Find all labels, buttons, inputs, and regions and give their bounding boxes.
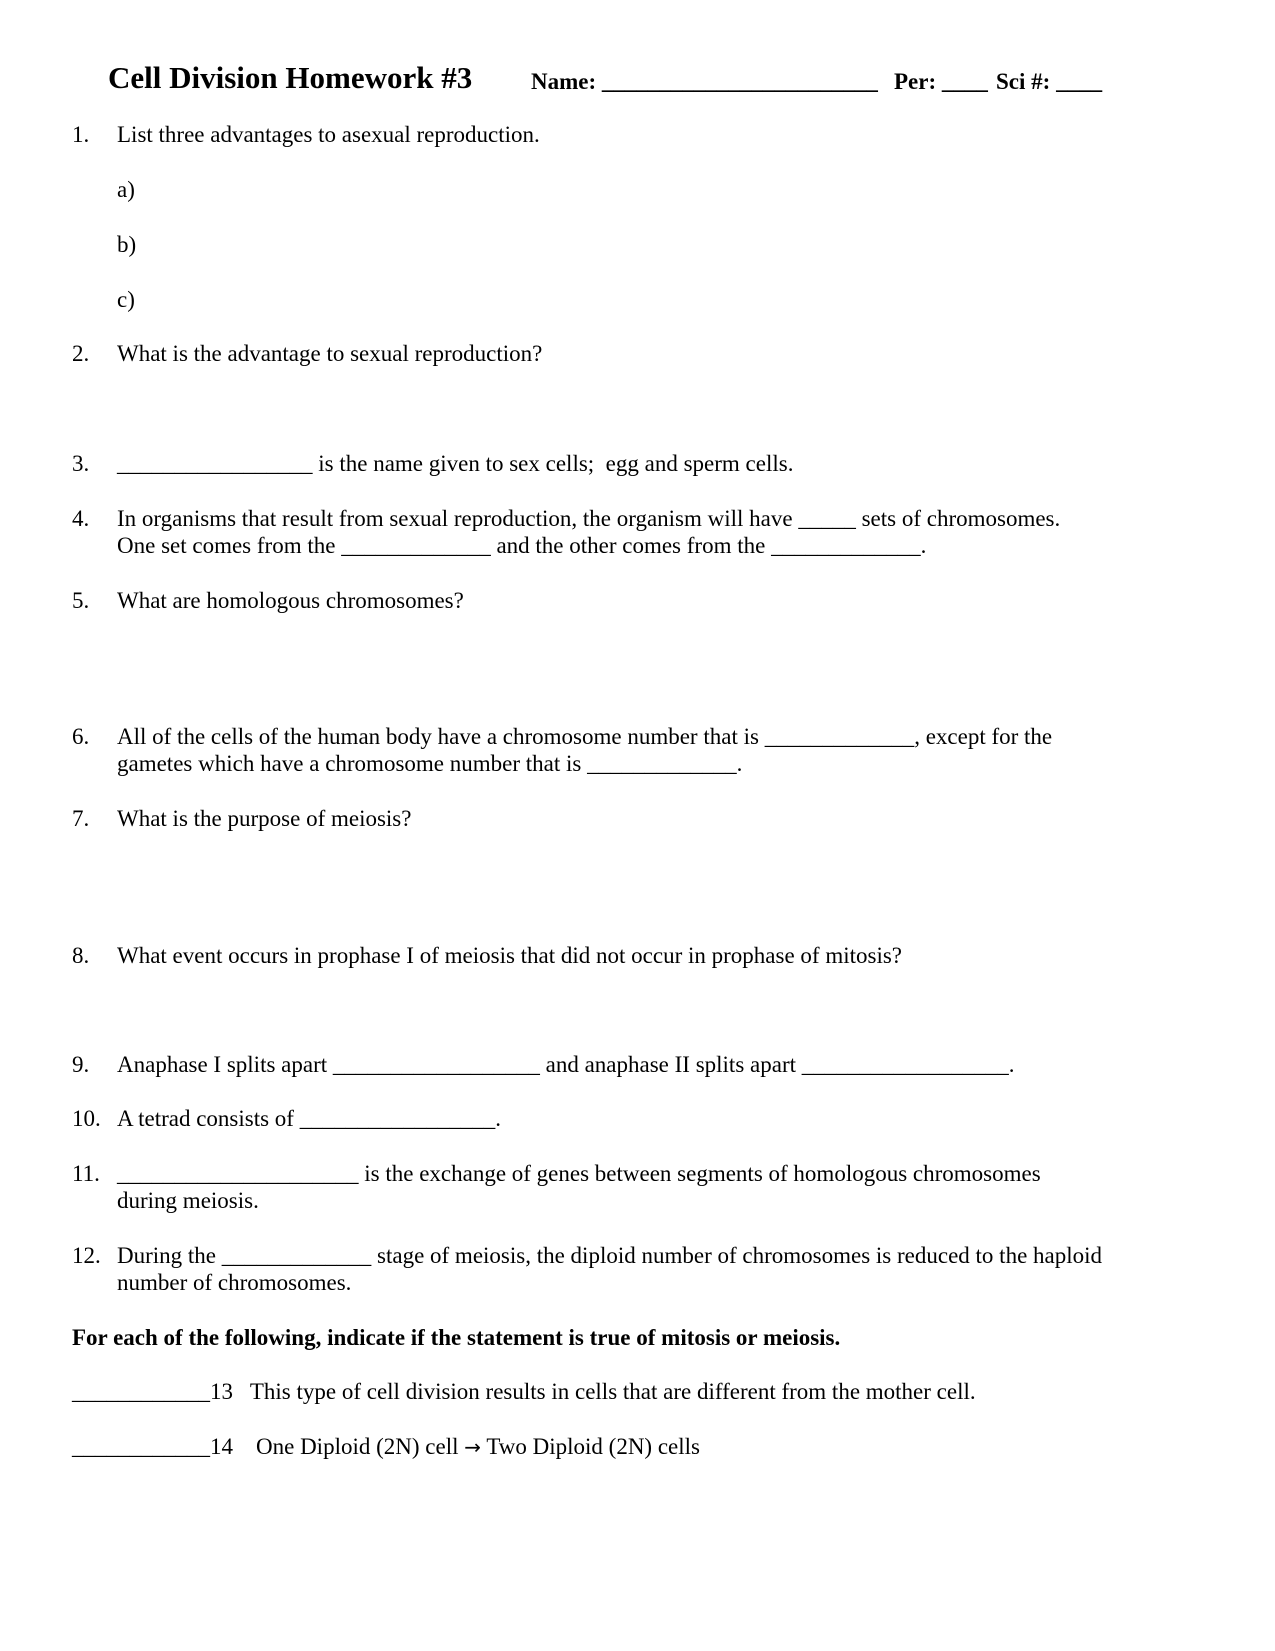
question-6-line-2: [117, 750, 742, 778]
question-9-number: 9.: [72, 1052, 90, 1077]
question-3-line: [117, 450, 793, 478]
question-10-line: [117, 1105, 501, 1133]
question-4-text-3: One set comes from the: [117, 533, 342, 558]
question-1-part-c: c): [117, 287, 135, 312]
question-11-number: 11.: [72, 1161, 100, 1186]
question-4-line-2: [117, 532, 926, 560]
question-4-line-1: [117, 505, 1060, 533]
question-8-text: What event occurs in prophase I of meiosis that did not occur in prophase of mitosis?: [117, 943, 902, 968]
question-7-number: 7.: [72, 806, 90, 831]
question-6-text-2: , except for the: [914, 724, 1053, 749]
question-5-text: What are homologous chromosomes?: [117, 588, 464, 613]
question-4-blank-source-1[interactable]: _____________: [341, 533, 491, 558]
question-10-text: A tetrad consists of: [117, 1106, 300, 1131]
question-10-period: .: [495, 1106, 501, 1131]
question-4-blank-source-2[interactable]: _____________: [771, 533, 921, 558]
question-2-number: 2.: [72, 341, 90, 366]
question-14-line: [72, 1433, 700, 1461]
question-9-blank-anaphase-1[interactable]: __________________: [332, 1052, 540, 1077]
question-4-text-2: sets of chromosomes.: [855, 506, 1061, 531]
question-4-text-4: and the other comes from the: [490, 533, 772, 558]
question-12-line-1: [117, 1242, 1102, 1270]
question-1-text: List three advantages to asexual reproduction.: [117, 122, 540, 147]
question-9-text-2: and anaphase II splits apart: [539, 1052, 802, 1077]
question-11-text-1: is the exchange of genes between segments of homologous chromosomes: [358, 1161, 1041, 1186]
question-10-blank[interactable]: _________________: [299, 1106, 496, 1131]
question-13-text: This type of cell division results in cells that are different from the mother cell.: [249, 1379, 976, 1404]
sci-number-field[interactable]: [996, 68, 1102, 96]
question-6-blank-body-cells[interactable]: _____________: [764, 724, 915, 749]
period-label: Per:: [894, 69, 937, 94]
question-11-line-2: during meiosis.: [117, 1188, 259, 1213]
period-field[interactable]: [894, 68, 988, 96]
question-7-text: What is the purpose of meiosis?: [117, 806, 412, 831]
question-4-blank-sets[interactable]: _____: [798, 506, 856, 531]
question-8-number: 8.: [72, 943, 90, 968]
question-4-text-1: In organisms that result from sexual reproduction, the organism will have: [117, 506, 799, 531]
question-10-number: 10.: [72, 1106, 101, 1131]
question-2-text: What is the advantage to sexual reproduction?: [117, 341, 543, 366]
question-14-blank[interactable]: ____________: [72, 1434, 210, 1459]
question-3-text: is the name given to sex cells; egg and sperm cells.: [312, 451, 794, 476]
question-12-text-2: stage of meiosis, the diploid number of chromosomes is reduced to the haploid: [371, 1243, 1103, 1268]
question-12-line-2: number of chromosomes.: [117, 1270, 352, 1295]
question-6-number: 6.: [72, 724, 90, 749]
question-11-line-1: [117, 1160, 1041, 1188]
question-14-text-2: Two Diploid (2N) cells: [481, 1434, 700, 1459]
question-6-text-1: All of the cells of the human body have a chromosome number that is: [117, 724, 765, 749]
question-3-blank[interactable]: _________________: [117, 451, 313, 476]
question-6-line-1: [117, 723, 1052, 751]
right-arrow-icon: →: [464, 1435, 481, 1459]
question-6-text-3: gametes which have a chromosome number that is: [117, 751, 588, 776]
section-instruction: For each of the following, indicate if the statement is true of mitosis or meiosis.: [72, 1325, 841, 1350]
name-blank[interactable]: ________________________: [601, 69, 878, 94]
name-field[interactable]: [531, 68, 878, 96]
question-1-number: 1.: [72, 122, 90, 147]
question-12-blank[interactable]: _____________: [221, 1243, 372, 1268]
question-13-blank[interactable]: ____________: [72, 1379, 210, 1404]
question-9-blank-anaphase-2[interactable]: __________________: [801, 1052, 1009, 1077]
sci-number-label: Sci #:: [996, 69, 1051, 94]
question-1-part-b: b): [117, 232, 137, 257]
question-6-period: .: [736, 751, 743, 776]
worksheet-title: Cell Division Homework #3: [108, 60, 473, 95]
question-5-number: 5.: [72, 588, 90, 613]
question-9-line: [117, 1051, 1015, 1079]
question-14-text-1: One Diploid (2N) cell: [256, 1434, 465, 1459]
period-blank[interactable]: ____: [941, 69, 988, 94]
question-11-blank[interactable]: _____________________: [117, 1161, 359, 1186]
question-12-text-1: During the: [117, 1243, 222, 1268]
question-4-number: 4.: [72, 506, 90, 531]
question-14-number: 14: [210, 1434, 233, 1459]
question-6-blank-gametes[interactable]: _____________: [587, 751, 737, 776]
question-9-text-1: Anaphase I splits apart: [117, 1052, 333, 1077]
question-13-number: 13: [210, 1379, 233, 1404]
question-9-period: .: [1008, 1052, 1015, 1077]
question-4-period: .: [920, 533, 927, 558]
sci-number-blank[interactable]: ____: [1056, 69, 1103, 94]
question-12-number: 12.: [72, 1243, 101, 1268]
question-3-number: 3.: [72, 451, 90, 476]
question-13-line: [72, 1378, 976, 1406]
question-1-part-a: a): [117, 177, 135, 202]
name-label: Name:: [531, 69, 597, 94]
